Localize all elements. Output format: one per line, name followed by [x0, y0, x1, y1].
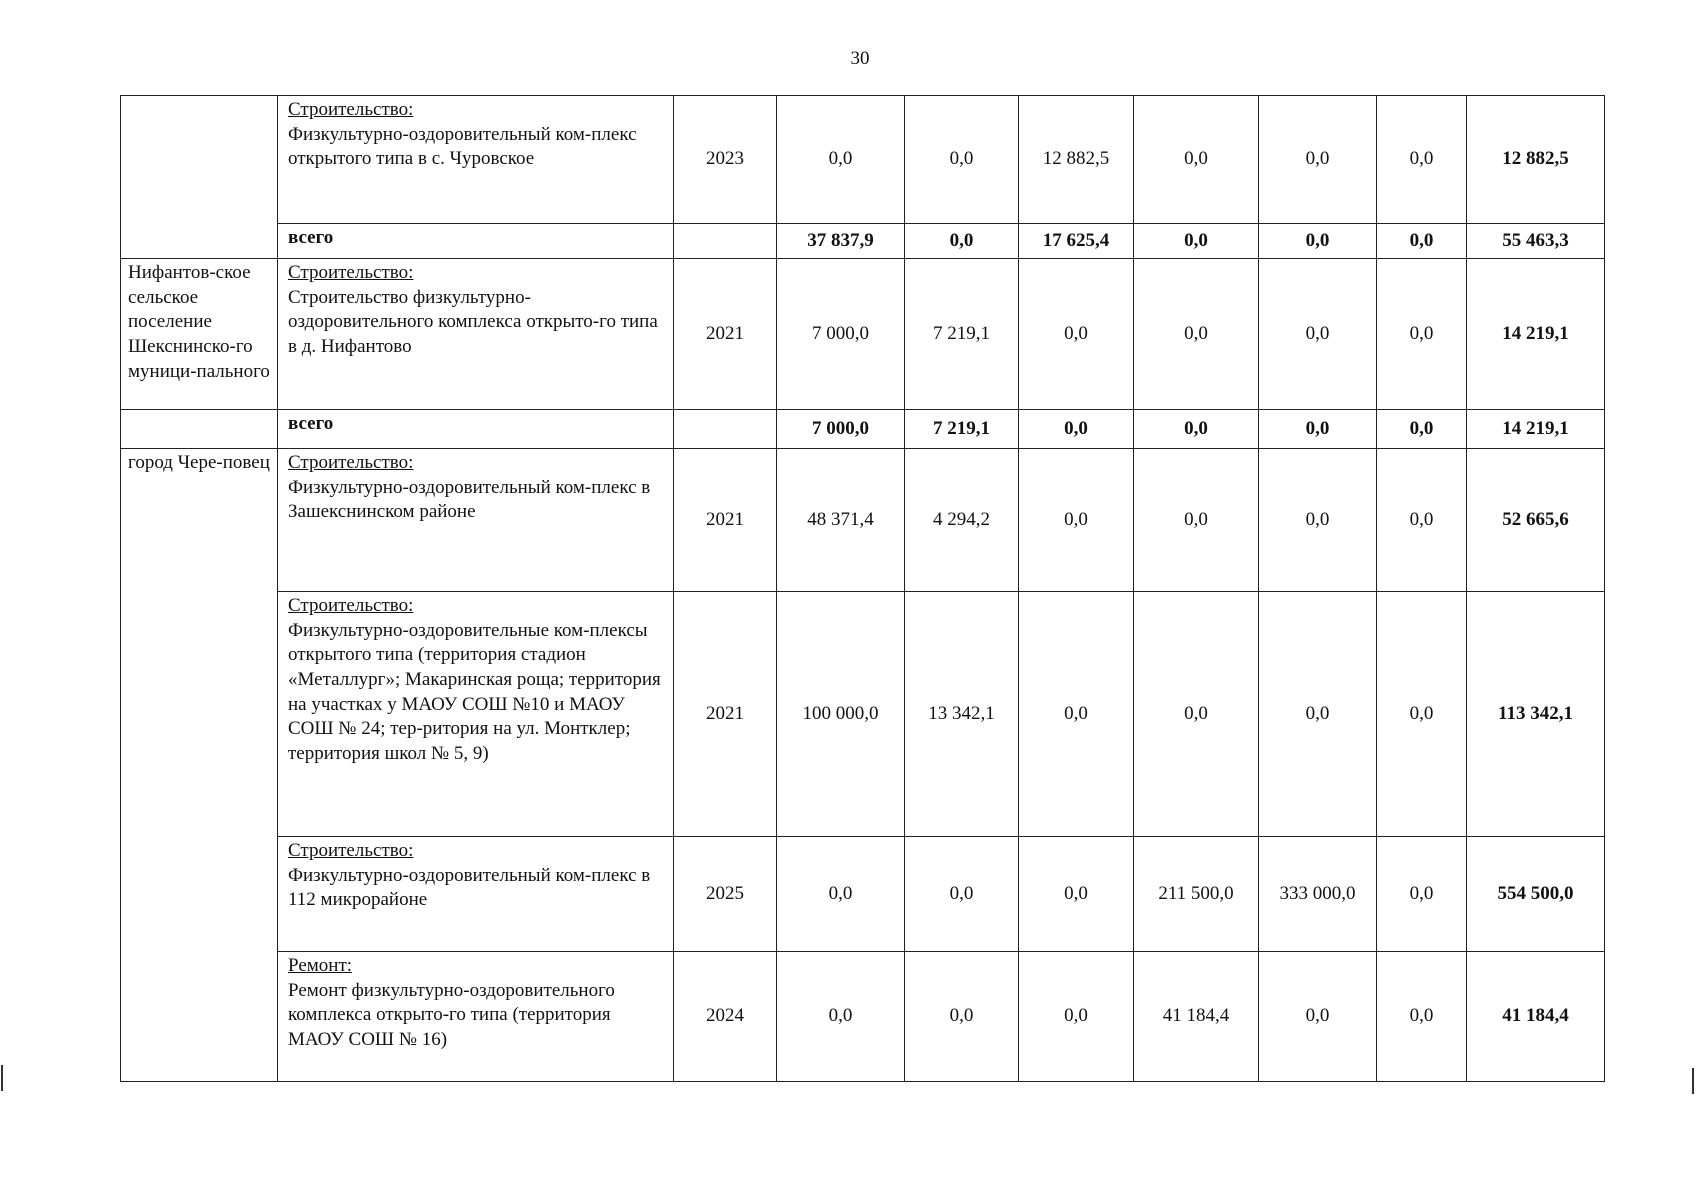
table-row — [121, 592, 1605, 837]
municipality-cell — [121, 96, 278, 259]
project-type: Строительство: — [288, 452, 414, 473]
project-type: Строительство: — [288, 262, 414, 283]
project-cell — [278, 449, 674, 592]
project-cell — [278, 259, 674, 410]
budget-table — [120, 95, 1605, 1082]
table-row — [121, 837, 1605, 952]
project-type: Ремонт: — [288, 955, 353, 976]
value-cell: 0,0 — [1259, 449, 1377, 592]
value-cell: 0,0 — [1019, 449, 1134, 592]
year-cell: 2023 — [674, 96, 777, 224]
scan-edge-mark — [1692, 1068, 1694, 1094]
value-cell: 0,0 — [905, 96, 1019, 224]
value-cell: 0,0 — [905, 952, 1019, 1082]
value-cell: 0,0 — [1019, 259, 1134, 410]
value-cell: 333 000,0 — [1259, 837, 1377, 952]
value-cell: 0,0 — [1259, 952, 1377, 1082]
value-cell: 0,0 — [1134, 449, 1259, 592]
value-cell: 12 882,5 — [1019, 96, 1134, 224]
sum-cell: 14 219,1 — [1467, 410, 1605, 449]
sum-cell: 113 342,1 — [1467, 592, 1605, 837]
value-cell: 0,0 — [1377, 952, 1467, 1082]
year-cell: 2025 — [674, 837, 777, 952]
total-row — [121, 224, 1605, 259]
project-cell — [278, 96, 674, 224]
value-cell: 0,0 — [905, 837, 1019, 952]
table-row — [121, 952, 1605, 1082]
sum-cell: 554 500,0 — [1467, 837, 1605, 952]
year-cell: 2021 — [674, 259, 777, 410]
value-cell: 0,0 — [1134, 410, 1259, 449]
value-cell: 211 500,0 — [1134, 837, 1259, 952]
value-cell: 0,0 — [1377, 837, 1467, 952]
value-cell: 0,0 — [1134, 96, 1259, 224]
project-name: Ремонт физкультурно-оздоровительного комплекса открыто-го типа (территория МАОУ СОШ № 16) — [288, 979, 615, 1051]
project-cell — [278, 952, 674, 1082]
value-cell: 0,0 — [1259, 592, 1377, 837]
value-cell: 7 000,0 — [777, 410, 905, 449]
total-label: всего — [278, 410, 674, 449]
value-cell: 0,0 — [1377, 259, 1467, 410]
value-cell: 0,0 — [1377, 96, 1467, 224]
project-type: Строительство: — [288, 595, 414, 616]
value-cell: 0,0 — [1019, 837, 1134, 952]
value-cell: 0,0 — [777, 837, 905, 952]
value-cell: 37 837,9 — [777, 224, 905, 259]
project-cell — [278, 592, 674, 837]
value-cell: 0,0 — [1377, 410, 1467, 449]
value-cell: 0,0 — [1019, 592, 1134, 837]
value-cell: 41 184,4 — [1134, 952, 1259, 1082]
project-type: Строительство: — [288, 840, 414, 861]
value-cell: 13 342,1 — [905, 592, 1019, 837]
project-type: Строительство: — [288, 99, 414, 120]
value-cell: 0,0 — [1377, 449, 1467, 592]
total-row — [121, 410, 1605, 449]
value-cell: 0,0 — [1019, 952, 1134, 1082]
project-name: Физкультурно-оздоровительный ком-плекс в Зашекснинском районе — [288, 476, 651, 523]
value-cell: 7 000,0 — [777, 259, 905, 410]
value-cell: 0,0 — [777, 96, 905, 224]
table-row — [121, 96, 1605, 224]
value-cell: 0,0 — [1259, 259, 1377, 410]
sum-cell: 41 184,4 — [1467, 952, 1605, 1082]
year-cell: 2021 — [674, 449, 777, 592]
year-cell: 2024 — [674, 952, 777, 1082]
value-cell: 17 625,4 — [1019, 224, 1134, 259]
sum-cell: 55 463,3 — [1467, 224, 1605, 259]
project-name: Физкультурно-оздоровительный ком-плекс в 112 микрорайоне — [288, 864, 651, 911]
sum-cell: 52 665,6 — [1467, 449, 1605, 592]
value-cell: 100 000,0 — [777, 592, 905, 837]
value-cell: 48 371,4 — [777, 449, 905, 592]
value-cell: 7 219,1 — [905, 259, 1019, 410]
sum-cell: 12 882,5 — [1467, 96, 1605, 224]
table-row — [121, 449, 1605, 592]
page-number: 30 — [850, 48, 870, 69]
value-cell: 0,0 — [777, 952, 905, 1082]
value-cell: 0,0 — [1134, 224, 1259, 259]
year-cell — [674, 410, 777, 449]
value-cell: 0,0 — [905, 224, 1019, 259]
year-cell: 2021 — [674, 592, 777, 837]
municipality-cell: город Чере-повец — [121, 449, 278, 1082]
value-cell: 0,0 — [1134, 259, 1259, 410]
value-cell: 0,0 — [1259, 224, 1377, 259]
value-cell: 0,0 — [1377, 592, 1467, 837]
value-cell: 4 294,2 — [905, 449, 1019, 592]
sum-cell: 14 219,1 — [1467, 259, 1605, 410]
municipality-cell — [121, 410, 278, 449]
value-cell: 0,0 — [1134, 592, 1259, 837]
value-cell: 0,0 — [1259, 410, 1377, 449]
value-cell: 0,0 — [1259, 96, 1377, 224]
total-label: всего — [278, 224, 674, 259]
year-cell — [674, 224, 777, 259]
scan-edge-mark — [1, 1065, 3, 1091]
project-name: Физкультурно-оздоровительный ком-плекс открытого типа в с. Чуровское — [288, 123, 637, 170]
table-row — [121, 259, 1605, 410]
project-name: Строительство физкультурно-оздоровительного комплекса открыто-го типа в д. Нифантово — [288, 286, 658, 358]
value-cell: 0,0 — [1377, 224, 1467, 259]
municipality-cell: Нифантов-ское сельское поселение Шекснинско-го муници-пального — [121, 259, 278, 410]
value-cell: 7 219,1 — [905, 410, 1019, 449]
project-name: Физкультурно-оздоровительные ком-плексы открытого типа (территория стадион «Металлург»; Макаринская роща; территория на участках у МАОУ СОШ №10 и МАОУ СОШ № 24; тер-ритория на ул. Монтклер; территория школ № 5, 9) — [288, 619, 661, 765]
value-cell: 0,0 — [1019, 410, 1134, 449]
project-cell — [278, 837, 674, 952]
